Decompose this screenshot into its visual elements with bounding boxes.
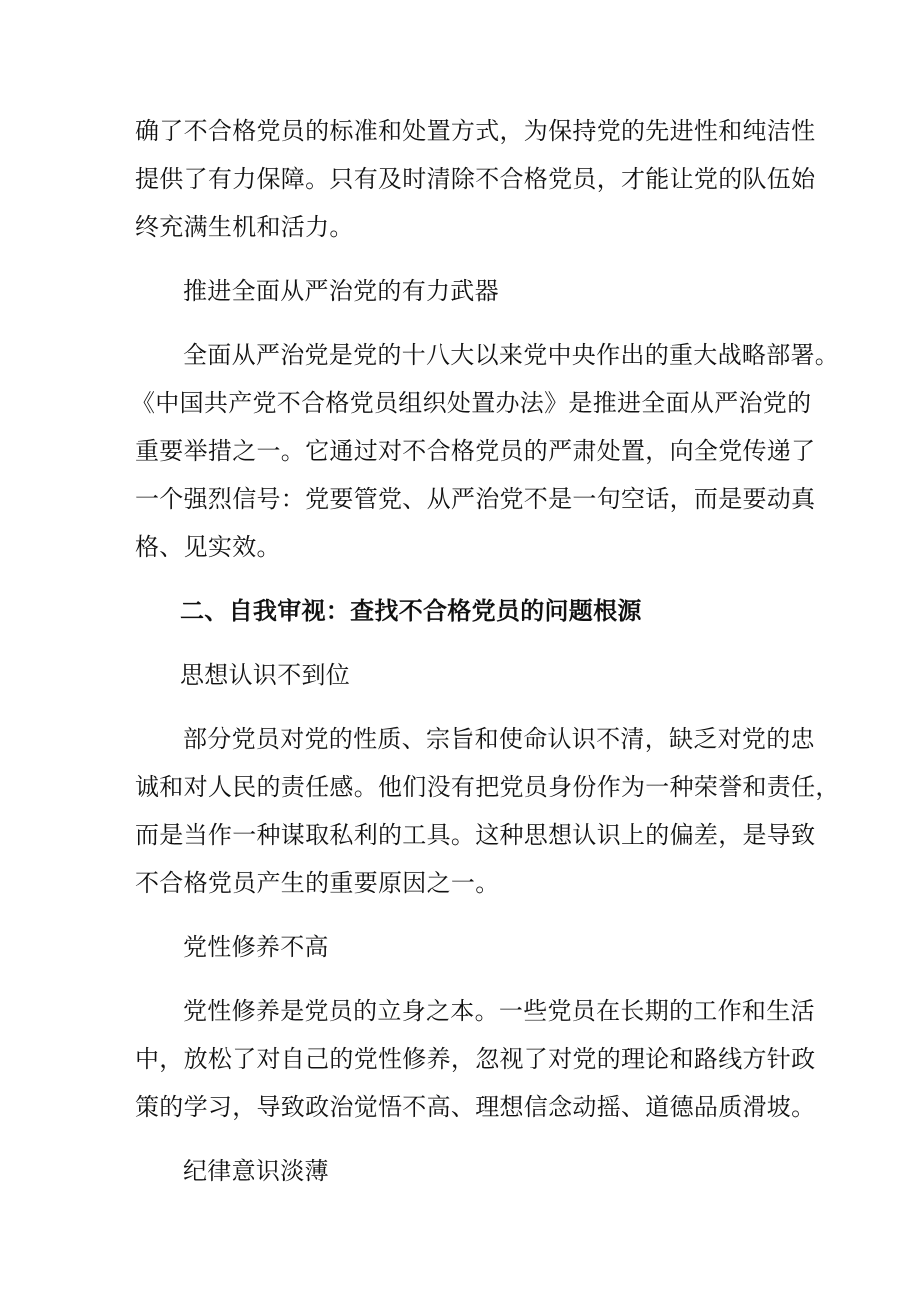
section-heading: 二、自我审视：查找不合格党员的问题根源 (180, 597, 642, 625)
subheading: 推进全面从严治党的有力武器 (183, 277, 499, 305)
paragraph-line: 诚和对人民的责任感。他们没有把党员身份作为一种荣誉和责任， (135, 773, 840, 801)
paragraph-line: 《中国共产党不合格党员组织处置办法》是推进全面从严治党的 (131, 389, 812, 417)
paragraph-line: 部分党员对党的性质、宗旨和使命认识不清，缺乏对党的忠 (183, 725, 815, 753)
paragraph-line: 提供了有力保障。只有及时清除不合格党员，才能让党的队伍始 (135, 165, 816, 193)
paragraph-line: 一个强烈信号：党要管党、从严治党不是一句空话，而是要动真 (135, 485, 816, 513)
paragraph-line: 重要举措之一。它通过对不合格党员的严肃处置，向全党传递了 (135, 437, 816, 465)
paragraph-line: 而是当作一种谋取私利的工具。这种思想认识上的偏差，是导致 (135, 821, 816, 849)
paragraph-line: 确了不合格党员的标准和处置方式，为保持党的先进性和纯洁性 (135, 117, 816, 145)
paragraph-line: 党性修养是党员的立身之本。一些党员在长期的工作和生活 (183, 997, 815, 1025)
paragraph-line: 全面从严治党是党的十八大以来党中央作出的重大战略部署。 (183, 341, 840, 369)
subheading: 纪律意识淡薄 (183, 1157, 329, 1185)
paragraph-line: 不合格党员产生的重要原因之一。 (135, 869, 500, 897)
subheading: 党性修养不高 (183, 933, 329, 961)
paragraph-line: 格、见实效。 (135, 533, 281, 561)
paragraph-line: 中，放松了对自己的党性修养，忽视了对党的理论和路线方针政 (135, 1045, 816, 1073)
subheading: 思想认识不到位 (180, 661, 351, 689)
paragraph-line: 策的学习，导致政治觉悟不高、理想信念动摇、道德品质滑坡。 (135, 1093, 816, 1121)
paragraph-line: 终充满生机和活力。 (135, 213, 354, 241)
